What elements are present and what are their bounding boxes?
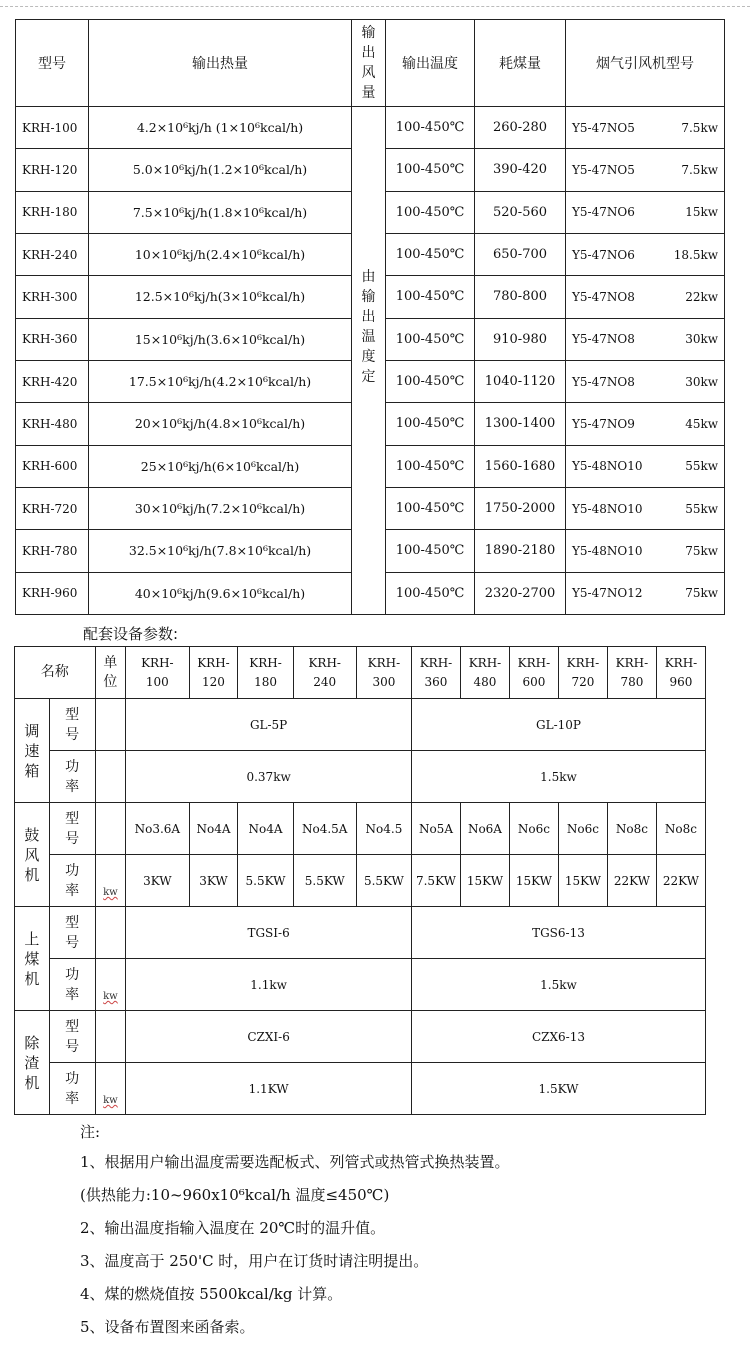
lbl-char: 率 <box>65 1090 80 1107</box>
header-heat: 输出热量 <box>89 20 352 107</box>
model-number: 360 <box>424 674 448 689</box>
cat-char: 上 <box>24 929 40 948</box>
airflow-note-char: 出 <box>361 309 376 325</box>
spec-fan-cell <box>566 107 725 149</box>
speed-box-type-row <box>15 699 706 751</box>
blower-power: 5.5KW <box>356 855 411 907</box>
spec-temp: 100-450℃ <box>386 149 475 191</box>
airflow-note-char: 由 <box>361 269 376 285</box>
lbl-char: 号 <box>65 830 80 847</box>
spec-fan-wrap <box>566 417 724 431</box>
model-number: 600 <box>522 674 546 689</box>
slag-remover-power-row <box>15 1063 706 1115</box>
spec-coal: 1300-1400 <box>475 403 566 445</box>
blower-power: 5.5KW <box>238 855 293 907</box>
model-prefix: KRH- <box>197 655 230 670</box>
header-model-col <box>509 647 558 699</box>
blower-power: 22KW <box>607 855 656 907</box>
spec-fan-model: Y5-48NO10 <box>572 543 643 558</box>
model-prefix: KRH- <box>367 655 401 670</box>
blower-type: No4A <box>238 803 293 855</box>
spec-fan-model: Y5-47NO6 <box>572 247 635 262</box>
blower-type: No8c <box>656 803 705 855</box>
header-airflow-char: 输 <box>361 25 376 41</box>
spec-coal: 260-280 <box>475 107 566 149</box>
spec-fan-wrap <box>566 332 724 346</box>
spec-temp: 100-450℃ <box>386 360 475 402</box>
spec-fan-model: Y5-47NO5 <box>572 120 635 135</box>
spec-model: KRH-120 <box>16 149 89 191</box>
spec-fan-power: 18.5kw <box>673 247 718 262</box>
spec-fan-wrap <box>566 205 724 219</box>
lbl-char: 功 <box>65 1070 80 1087</box>
unit-kw: kw <box>95 959 126 1011</box>
spec-fan-cell <box>566 530 725 572</box>
cat-char: 除 <box>24 1033 40 1052</box>
model-prefix: KRH- <box>664 655 698 670</box>
spec-fan-cell <box>566 149 725 191</box>
header-fan: 烟气引风机型号 <box>566 20 725 107</box>
header-model-col <box>126 647 189 699</box>
blower-type: No8c <box>607 803 656 855</box>
spec-temp: 100-450℃ <box>386 487 475 529</box>
spec-temp: 100-450℃ <box>386 530 475 572</box>
power-label <box>49 959 95 1011</box>
note-item: 4、煤的燃烧值按 5500kcal/kg 计算。 <box>80 1285 343 1303</box>
note-item: 2、输出温度指输入温度在 20℃时的温升值。 <box>80 1219 386 1237</box>
spec-fan-power: 7.5kw <box>681 120 718 135</box>
spec-fan-cell <box>566 318 725 360</box>
spec-fan-power: 75kw <box>685 586 718 601</box>
spec-temp: 100-450℃ <box>386 318 475 360</box>
spec-heat: 25×10⁶kj/h(6×10⁶kcal/h) <box>89 445 352 487</box>
type-label <box>49 907 95 959</box>
cat-char: 风 <box>24 845 40 864</box>
note-item: 5、设备布置图来函备索。 <box>80 1318 255 1336</box>
section-title: 配套设备参数: <box>83 625 179 643</box>
top-divider <box>0 6 750 7</box>
unit-cell <box>95 803 126 855</box>
header-unit-char: 单 <box>103 654 118 671</box>
spec-coal: 2320-2700 <box>475 572 566 614</box>
spec-fan-model: Y5-47NO5 <box>572 162 635 177</box>
model-number: 180 <box>254 674 277 689</box>
spec-fan-model: Y5-48NO10 <box>572 501 643 516</box>
header-airflow-char: 出 <box>361 45 376 61</box>
lbl-char: 率 <box>65 882 80 899</box>
lbl-char: 型 <box>65 914 80 931</box>
spec-fan-power: 30kw <box>685 332 718 347</box>
spec-fan-wrap <box>566 248 724 262</box>
spec-heat: 32.5×10⁶kj/h(7.8×10⁶kcal/h) <box>89 530 352 572</box>
spec-coal: 1560-1680 <box>475 445 566 487</box>
spec-fan-cell <box>566 445 725 487</box>
header-unit-char: 位 <box>103 673 118 690</box>
cat-char: 箱 <box>24 761 40 780</box>
spec-fan-power: 55kw <box>685 501 718 516</box>
coal-feeder-power-b: 1.5kw <box>411 959 705 1011</box>
speed-box-power-b: 1.5kw <box>411 751 705 803</box>
notes-title: 注: <box>80 1123 101 1141</box>
spec-temp: 100-450℃ <box>386 107 475 149</box>
spec-fan-cell <box>566 403 725 445</box>
blower-type: No6A <box>460 803 509 855</box>
header-model-col <box>656 647 705 699</box>
spec-model: KRH-360 <box>16 318 89 360</box>
header-unit <box>95 647 126 699</box>
model-number: 120 <box>202 674 225 689</box>
model-prefix: KRH- <box>249 655 282 670</box>
type-label <box>49 699 95 751</box>
header-name: 名称 <box>15 647 96 699</box>
header-airflow-char: 风 <box>361 65 376 81</box>
spec-fan-wrap <box>566 375 724 389</box>
lbl-char: 号 <box>65 934 80 951</box>
spec-temp: 100-450℃ <box>386 276 475 318</box>
header-model-col <box>411 647 460 699</box>
spec-coal: 1890-2180 <box>475 530 566 572</box>
slag-remover-type-a: CZXI-6 <box>126 1011 412 1063</box>
coal-feeder-type-row <box>15 907 706 959</box>
blower-power-row <box>15 855 706 907</box>
unit-cell <box>95 699 126 751</box>
cat-char: 速 <box>24 741 40 760</box>
speed-box-type-a: GL-5P <box>126 699 412 751</box>
blower-power: 5.5KW <box>293 855 356 907</box>
blower-power: 15KW <box>558 855 607 907</box>
model-prefix: KRH- <box>615 655 649 670</box>
model-prefix: KRH- <box>566 655 600 670</box>
spec-fan-wrap <box>566 544 724 558</box>
lbl-char: 型 <box>65 810 80 827</box>
blower-label <box>15 803 50 907</box>
spec-heat: 20×10⁶kj/h(4.8×10⁶kcal/h) <box>89 403 352 445</box>
airflow-note-char: 度 <box>361 349 376 365</box>
airflow-note <box>352 107 386 615</box>
equip-header-row <box>15 647 706 699</box>
cat-char: 渣 <box>24 1053 40 1072</box>
blower-type: No6c <box>558 803 607 855</box>
spec-fan-power: 55kw <box>685 459 718 474</box>
blower-power: 3KW <box>126 855 189 907</box>
speed-box-power-row <box>15 751 706 803</box>
slag-remover-power-a: 1.1KW <box>126 1063 412 1115</box>
spec-header-row <box>16 20 725 107</box>
spec-fan-power: 15kw <box>685 205 718 220</box>
spec-fan-model: Y5-47NO12 <box>572 586 643 601</box>
header-model-col <box>189 647 238 699</box>
power-label <box>49 855 95 907</box>
lbl-char: 率 <box>65 778 80 795</box>
spec-heat: 4.2×10⁶kj/h (1×10⁶kcal/h) <box>89 107 352 149</box>
spec-temp: 100-450℃ <box>386 445 475 487</box>
note-item: (供热能力:10~960x10⁶kcal/h 温度≤450℃) <box>80 1186 390 1204</box>
slag-remover-type-b: CZX6-13 <box>411 1011 705 1063</box>
model-prefix: KRH- <box>419 655 453 670</box>
model-number: 300 <box>372 674 396 689</box>
spec-temp: 100-450℃ <box>386 233 475 275</box>
cat-char: 机 <box>24 865 40 884</box>
lbl-char: 功 <box>65 862 80 879</box>
header-model: 型号 <box>16 20 89 107</box>
spec-model: KRH-780 <box>16 530 89 572</box>
spec-model: KRH-420 <box>16 360 89 402</box>
spec-fan-cell <box>566 487 725 529</box>
spec-fan-power: 22kw <box>685 289 718 304</box>
spec-fan-cell <box>566 276 725 318</box>
cat-char: 机 <box>24 1073 40 1092</box>
spec-heat: 30×10⁶kj/h(7.2×10⁶kcal/h) <box>89 487 352 529</box>
spec-fan-power: 45kw <box>685 416 718 431</box>
spec-coal: 390-420 <box>475 149 566 191</box>
spec-temp: 100-450℃ <box>386 572 475 614</box>
spec-model: KRH-720 <box>16 487 89 529</box>
model-prefix: KRH- <box>141 655 174 670</box>
spec-fan-model: Y5-48NO10 <box>572 459 643 474</box>
spec-heat: 10×10⁶kj/h(2.4×10⁶kcal/h) <box>89 233 352 275</box>
header-model-col <box>607 647 656 699</box>
spec-fan-cell <box>566 572 725 614</box>
model-prefix: KRH- <box>308 655 341 670</box>
model-prefix: KRH- <box>517 655 551 670</box>
blower-power: 7.5KW <box>411 855 460 907</box>
blower-power: 15KW <box>460 855 509 907</box>
spec-heat: 15×10⁶kj/h(3.6×10⁶kcal/h) <box>89 318 352 360</box>
spec-fan-model: Y5-47NO6 <box>572 205 635 220</box>
header-coal: 耗煤量 <box>475 20 566 107</box>
header-airflow <box>352 20 386 107</box>
spec-coal: 1040-1120 <box>475 360 566 402</box>
spec-fan-wrap <box>566 459 724 473</box>
blower-type: No4A <box>189 803 238 855</box>
unit-cell <box>95 907 126 959</box>
model-number: 480 <box>473 674 497 689</box>
blower-type: No4.5A <box>293 803 356 855</box>
blower-type: No3.6A <box>126 803 189 855</box>
spec-fan-power: 7.5kw <box>681 162 718 177</box>
header-model-col <box>293 647 356 699</box>
spec-fan-cell <box>566 191 725 233</box>
spec-heat: 12.5×10⁶kj/h(3×10⁶kcal/h) <box>89 276 352 318</box>
spec-fan-model: Y5-47NO8 <box>572 332 635 347</box>
heater-spec-table <box>15 19 725 615</box>
spec-fan-wrap <box>566 290 724 304</box>
spec-coal: 780-800 <box>475 276 566 318</box>
spec-model: KRH-600 <box>16 445 89 487</box>
spec-row <box>16 107 725 149</box>
spec-heat: 17.5×10⁶kj/h(4.2×10⁶kcal/h) <box>89 360 352 402</box>
model-number: 780 <box>620 674 644 689</box>
spec-fan-wrap <box>566 586 724 600</box>
blower-power: 15KW <box>509 855 558 907</box>
blower-power: 22KW <box>656 855 705 907</box>
cat-char: 煤 <box>24 949 40 968</box>
blower-type: No6c <box>509 803 558 855</box>
spec-temp: 100-450℃ <box>386 403 475 445</box>
cat-char: 机 <box>24 969 40 988</box>
power-label <box>49 1063 95 1115</box>
lbl-char: 型 <box>65 706 80 723</box>
blower-type: No4.5 <box>356 803 411 855</box>
blower-type: No5A <box>411 803 460 855</box>
lbl-char: 率 <box>65 986 80 1003</box>
spec-model: KRH-960 <box>16 572 89 614</box>
coal-feeder-type-a: TGSI-6 <box>126 907 412 959</box>
spacer <box>352 107 385 267</box>
equipment-param-table <box>14 646 706 1115</box>
airflow-note-char: 温 <box>361 329 376 345</box>
unit-kw: kw <box>95 1063 126 1115</box>
spec-model: KRH-300 <box>16 276 89 318</box>
spec-heat: 7.5×10⁶kj/h(1.8×10⁶kcal/h) <box>89 191 352 233</box>
spec-coal: 520-560 <box>475 191 566 233</box>
slag-remover-type-row <box>15 1011 706 1063</box>
power-label <box>49 751 95 803</box>
spec-coal: 910-980 <box>475 318 566 360</box>
model-number: 100 <box>145 674 169 689</box>
speed-box-type-b: GL-10P <box>411 699 705 751</box>
speed-box-power-a: 0.37kw <box>126 751 412 803</box>
cat-char: 调 <box>24 721 40 740</box>
slag-remover-power-b: 1.5KW <box>411 1063 705 1115</box>
model-number: 960 <box>669 674 693 689</box>
lbl-char: 功 <box>65 966 80 983</box>
spec-fan-model: Y5-47NO8 <box>572 289 635 304</box>
speed-box-label <box>15 699 50 803</box>
spec-fan-power: 75kw <box>685 543 718 558</box>
airflow-note-char: 输 <box>361 289 376 305</box>
spec-fan-cell <box>566 360 725 402</box>
unit-cell <box>95 1011 126 1063</box>
header-model-col <box>558 647 607 699</box>
cat-char: 鼓 <box>24 825 40 844</box>
spec-fan-power: 30kw <box>685 374 718 389</box>
header-model-col <box>238 647 293 699</box>
spec-model: KRH-180 <box>16 191 89 233</box>
spec-fan-wrap <box>566 163 724 177</box>
unit-cell <box>95 751 126 803</box>
blower-type-row <box>15 803 706 855</box>
spec-fan-model: Y5-47NO9 <box>572 416 635 431</box>
coal-feeder-power-a: 1.1kw <box>126 959 412 1011</box>
unit-kw: kw <box>95 855 126 907</box>
header-model-col <box>460 647 509 699</box>
spec-heat: 40×10⁶kj/h(9.6×10⁶kcal/h) <box>89 572 352 614</box>
header-airflow-char: 量 <box>361 85 376 101</box>
spec-fan-cell <box>566 233 725 275</box>
note-item: 1、根据用户输出温度需要选配板式、列管式或热管式换热装置。 <box>80 1153 510 1171</box>
notes-section <box>80 1118 510 1344</box>
blower-power: 3KW <box>189 855 238 907</box>
coal-feeder-label <box>15 907 50 1011</box>
spec-fan-wrap <box>566 121 724 135</box>
spec-heat: 5.0×10⁶kj/h(1.2×10⁶kcal/h) <box>89 149 352 191</box>
lbl-char: 功 <box>65 758 80 775</box>
spec-fan-wrap <box>566 502 724 516</box>
spec-temp: 100-450℃ <box>386 191 475 233</box>
spec-coal: 650-700 <box>475 233 566 275</box>
spec-model: KRH-100 <box>16 107 89 149</box>
model-number: 240 <box>313 674 337 689</box>
type-label <box>49 803 95 855</box>
lbl-char: 号 <box>65 726 80 743</box>
spec-model: KRH-240 <box>16 233 89 275</box>
spec-model: KRH-480 <box>16 403 89 445</box>
header-model-col <box>356 647 411 699</box>
model-number: 720 <box>571 674 595 689</box>
coal-feeder-power-row <box>15 959 706 1011</box>
spec-coal: 1750-2000 <box>475 487 566 529</box>
lbl-char: 号 <box>65 1038 80 1055</box>
spec-fan-model: Y5-47NO8 <box>572 374 635 389</box>
model-prefix: KRH- <box>468 655 502 670</box>
coal-feeder-type-b: TGS6-13 <box>411 907 705 959</box>
lbl-char: 型 <box>65 1018 80 1035</box>
type-label <box>49 1011 95 1063</box>
header-temp: 输出温度 <box>386 20 475 107</box>
note-item: 3、温度高于 250'C 时，用户在订货时请注明提出。 <box>80 1252 429 1270</box>
airflow-note-char: 定 <box>361 369 376 385</box>
slag-remover-label <box>15 1011 50 1115</box>
